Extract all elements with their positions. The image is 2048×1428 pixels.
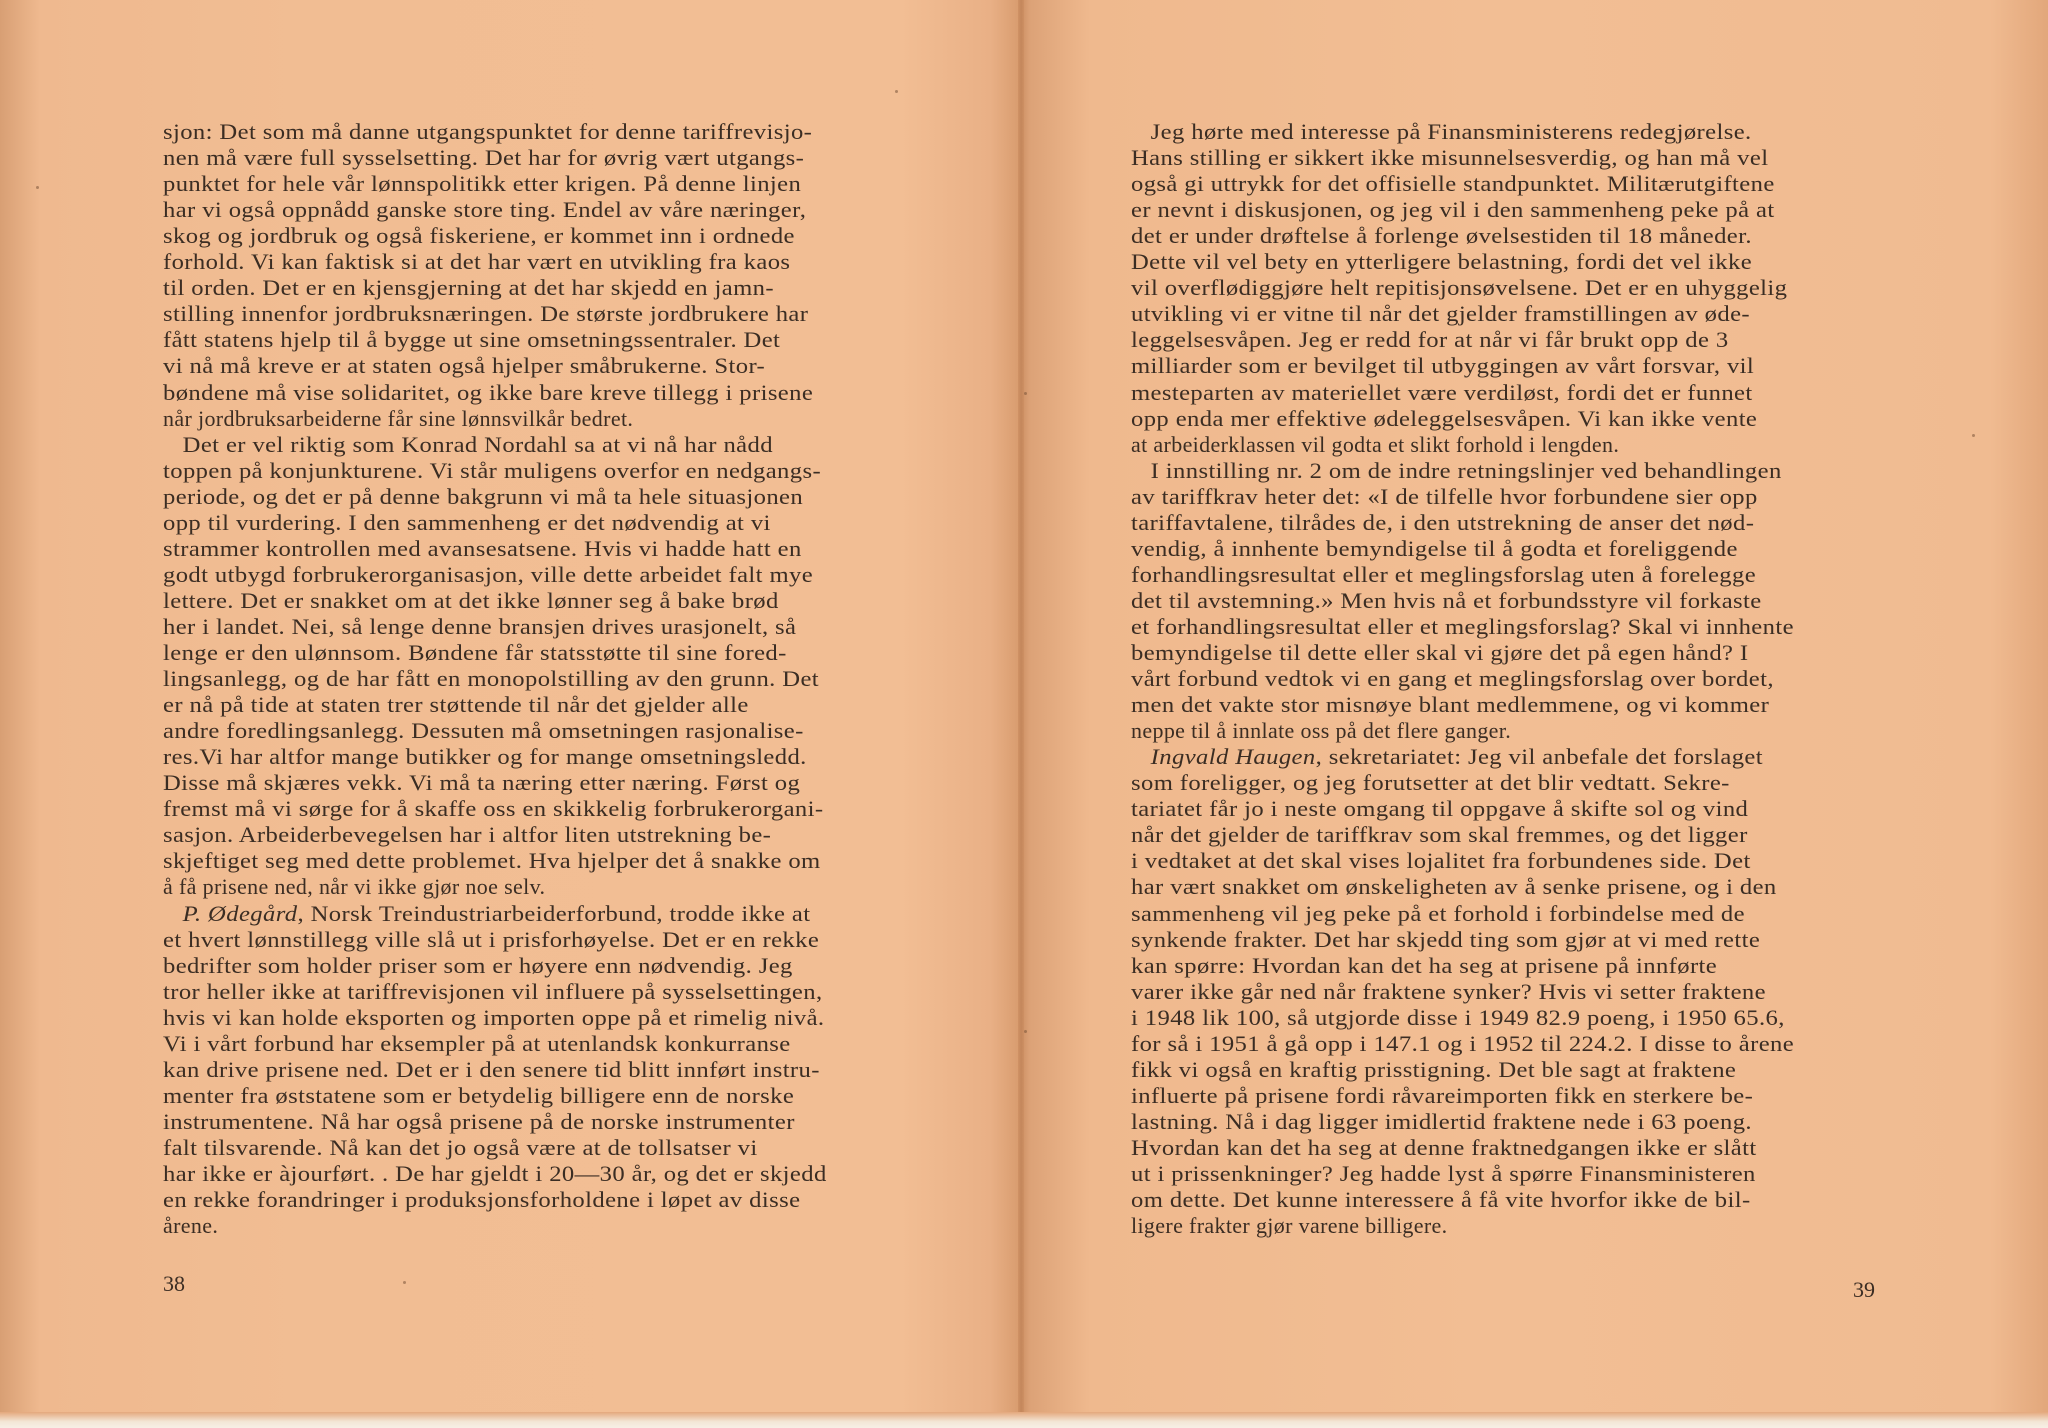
text-line: bedrifter som holder priser som er høyere enn nødvendig. Jeg [163,952,793,978]
text-line: utvikling vi er vitne til når det gjelder framstillingen av øde- [1131,301,1751,327]
text-line: Jeg hørte med interesse på Finansministerens redegjørelse. [1131,119,1752,144]
text-line: ut i prissenkninger? Jeg hadde lyst å spørre Finansministeren [1131,1161,1756,1186]
text-line: forhold. Vi kan faktisk si at det har vært en utvikling fra kaos [163,249,791,275]
text-line: har ikke er àjourført. . De har gjeldt i 20—30 år, og det er skjedd [163,1161,827,1186]
text-line: som foreligger, og jeg forutsetter at det blir vedtatt. Sekre- [1131,770,1730,796]
text-line: sjon: Det som må danne utgangspunktet for denne tariffrevisjo- [163,119,813,144]
text-line: fremst må vi sørge for å skaffe oss en skikkelig forbrukerorgani- [163,796,824,822]
text-line: om dette. Det kunne interessere å få vite hvorfor ikke de bil- [1131,1187,1751,1213]
paper-speck [403,1281,406,1284]
text-line: det til avstemning.» Men hvis nå et forbundsstyre vil forkaste [1131,587,1762,613]
text-line: er nå på tide at staten trer støttende til når det gjelder alle [163,692,749,718]
text-line: at arbeiderklassen vil godta et slikt forhold i lengden. [1131,431,1620,457]
text-line: det er under drøftelse å forlenge øvelsestiden til 18 måneder. [1131,223,1752,249]
text-line: mesteparten av materiellet være verdiløst, fordi det er funnet [1131,379,1753,405]
text-line: har vært snakket om ønskeligheten av å senke prisene, og i den [1131,874,1777,900]
left-page [0,0,1020,1428]
text-line: falt tilsvarende. Nå kan det jo også være at de tollsatser vi [163,1134,758,1160]
text-line: har vi også oppnådd ganske store ting. Endel av våre næringer, [163,197,807,223]
text-line: sammenheng vil jeg peke på et forhold i forbindelse med de [1131,900,1745,926]
text-line: kan spørre: Hvordan kan det ha seg at prisene på innførte [1131,952,1718,978]
text-line: lastning. Nå i dag ligger imidlertid fraktene nede i 63 poeng. [1131,1108,1752,1134]
text-line: men det vakte stor misnøye blant medlemmene, og vi kommer [1131,692,1770,718]
text-line: P. Ødegård, Norsk Treindustriarbeiderforbund, trodde ikke at [182,900,811,926]
text-line: en rekke forandringer i produksjonsforholdene i løpet av disse [163,1187,801,1213]
text-line: Det er vel riktig som Konrad Nordahl sa at vi nå har nådd [163,431,773,457]
text-line: punktet for hele vår lønnspolitikk etter krigen. På denne linjen [163,171,802,197]
text-line: synkende frakter. Det har skjedd ting som gjør at vi med rette [1131,926,1761,952]
text-line: Vi i vårt forbund har eksempler på at utenlandsk konkurranse [163,1030,791,1056]
text-line: lingsanlegg, og de har fått en monopolstilling av den grunn. Det [163,666,820,692]
text-line: res.Vi har altfor mange butikker og for mange omsetningsledd. [163,744,807,770]
text-line: strammer kontrollen med avansesatsene. Hvis vi hadde hatt en [163,535,802,561]
right-page [1022,0,2048,1428]
text-line: instrumentene. Nå har også prisene på de norske instrumenter [163,1108,795,1134]
text-line: godt utbygd forbrukerorganisasjon, ville dette arbeidet falt mye [163,561,814,587]
text-line: her i landet. Nei, så lenge denne bransjen drives urasjonelt, så [163,613,797,639]
text-line: forhandlingsresultat eller et meglingsforslag uten å forelegge [1131,561,1757,587]
text-line: bøndene må vise solidaritet, og ikke bare kreve tillegg i prisene [163,379,814,405]
text-line: varer ikke går ned når fraktene synker? Hvis vi setter fraktene [1131,978,1766,1004]
text-line: i 1948 lik 100, så utgjorde disse i 1949 82.9 poeng, i 1950 65.6, [1131,1004,1785,1030]
text-line: Disse må skjæres vekk. Vi må ta næring etter næring. Først og [163,770,801,796]
text-line: et hvert lønnstillegg ville slå ut i prisforhøyelse. Det er en rekke [163,926,820,952]
text-line: opp til vurdering. I den sammenheng er det nødvendig at vi [163,509,771,535]
text-line: når jordbruksarbeiderne får sine lønnsvilkår bedret. [163,405,634,431]
text-line: sasjon. Arbeiderbevegelsen har i altfor liten utstrekning be- [163,822,772,848]
text-line: lettere. Det er snakket om at det ikke lønner seg å bake brød [163,587,779,613]
text-line: toppen på konjunkturene. Vi står muligens overfor en nedgangs- [163,457,822,483]
text-line: menter fra øststatene som er betydelig billigere enn de norske [163,1082,795,1108]
text-line: Hans stilling er sikkert ikke misunnelsesverdig, og han må vel [1131,145,1769,171]
text-line: for så i 1951 å gå opp i 147.1 og i 1952 til 224.2. I disse to årene [1131,1030,1795,1056]
text-line: vi nå må kreve er at staten også hjelper småbrukerne. Stor- [163,353,766,379]
text-line: milliarder som er bevilget til utbyggingen av vårt forsvar, vil [1131,353,1755,379]
text-line: periode, og det er på denne bakgrunn vi må ta hele situasjonen [163,483,804,509]
text-line: Hvordan kan det ha seg at denne fraktnedgangen ikke er slått [1131,1134,1757,1160]
left-page-number: 38 [163,1271,185,1296]
text-line: hvis vi kan holde eksporten og importen oppe på et rimelig nivå. [163,1004,825,1030]
text-line: i vedtaket at det skal vises lojalitet fra forbundenes side. Det [1131,848,1751,874]
text-line: fått statens hjelp til å bygge ut sine omsetningssentraler. Det [163,327,781,353]
paper-speck [1024,1030,1027,1033]
page-bottom-edge [0,1412,2048,1428]
text-line: når det gjelder de tariffkrav som skal fremmes, og det ligger [1131,822,1748,848]
text-line: til orden. Det er en kjensgjerning at det har skjedd en jamn- [163,275,774,301]
text-line: I innstilling nr. 2 om de indre retningslinjer ved behandlingen [1131,457,1782,483]
text-line: skjeftiget seg med dette problemet. Hva hjelper det å snakke om [163,848,821,874]
text-line: Dette vil vel bety en ytterligere belastning, fordi det vel ikke [1131,249,1753,275]
text-line: vårt forbund vedtok vi en gang et meglingsforslag over bordet, [1131,666,1774,692]
text-line: vendig, å innhente bemyndigelse til å godta et foreliggende [1131,535,1738,561]
text-line: opp enda mer effektive ødeleggelsesvåpen. Vi kan ikke vente [1131,405,1758,431]
text-line: ligere frakter gjør varene billigere. [1131,1213,1448,1239]
text-line: å få prisene ned, når vi ikke gjør noe selv. [163,874,546,900]
text-line: et forhandlingsresultat eller et meglingsforslag? Skal vi innhente [1131,613,1794,639]
text-line: årene. [163,1213,219,1239]
text-line: nen må være full sysselsetting. Det har for øvrig vært utgangs- [163,145,805,171]
paper-speck [1024,392,1027,395]
right-page-number: 39 [1853,1277,1875,1302]
text-line: fikk vi også en kraftig prisstigning. Det ble sagt at fraktene [1131,1056,1737,1082]
text-line: stilling innenfor jordbruksnæringen. De største jordbrukere har [163,301,809,327]
text-line: er nevnt i diskusjonen, og jeg vil i den sammenheng peke på at [1131,197,1775,223]
text-line: tror heller ikke at tariffrevisjonen vil influere på sysselsettingen, [163,978,823,1004]
text-line: tariatet får jo i neste omgang til oppgave å skifte sol og vind [1131,796,1749,822]
text-line: bemyndigelse til dette eller skal vi gjøre det på egen hånd? I [1131,640,1749,665]
text-line: av tariffkrav heter det: «I de tilfelle hvor forbundene sier opp [1131,483,1758,509]
text-line: neppe til å innlate oss på det flere ganger. [1131,718,1512,744]
text-line: skog og jordbruk og også fiskeriene, er kommet inn i ordnede [163,223,795,249]
text-line: lenge er den ulønnsom. Bøndene får statsstøtte til sine fored- [163,640,787,665]
text-line: andre foredlingsanlegg. Dessuten må omsetningen rasjonalise- [163,718,804,744]
text-line: influerte på prisene fordi råvareimporten fikk en sterkere be- [1131,1082,1754,1108]
paper-speck [1972,434,1975,437]
paper-speck [36,186,39,189]
text-line: leggelsesvåpen. Jeg er redd for at når vi får brukt opp de 3 [1131,327,1729,353]
text-line: Ingvald Haugen, sekretariatet: Jeg vil anbefale det forslaget [1150,744,1763,770]
text-line: vil overflødiggjøre helt repitisjonsøvelsene. Det er en uhyggelig [1131,275,1788,301]
text-line: kan drive prisene ned. Det er i den senere tid blitt innført instru- [163,1056,820,1082]
paper-speck [895,90,898,93]
text-line: også gi uttrykk for det offisielle standpunktet. Militærutgiftene [1131,171,1775,197]
text-line: tariffavtalene, tilrådes de, i den utstrekning de anser det nød- [1131,509,1755,535]
